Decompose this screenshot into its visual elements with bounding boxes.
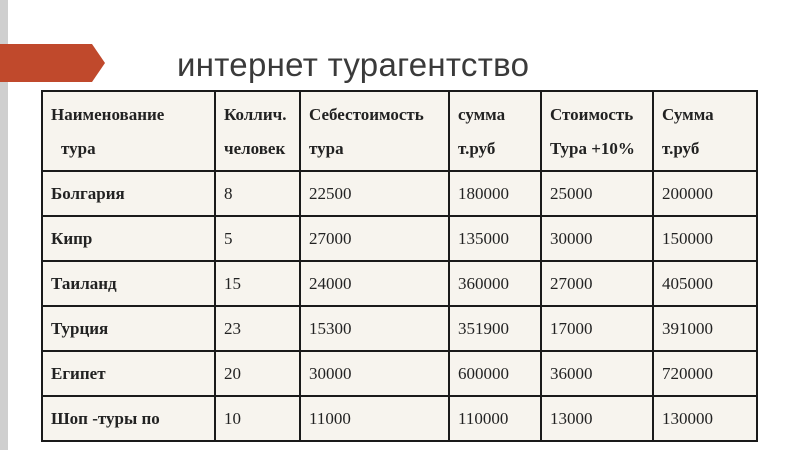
table-cell-tour: Кипр	[42, 216, 215, 261]
table-cell: 5	[215, 216, 300, 261]
table-row	[42, 171, 757, 216]
table-cell-tour: Таиланд	[42, 261, 215, 306]
table-cell: 135000	[449, 216, 541, 261]
table-cell: 17000	[541, 306, 653, 351]
table-cell: 720000	[653, 351, 757, 396]
header-line: т.руб	[662, 139, 700, 158]
table-cell: 36000	[541, 351, 653, 396]
slide-title: интернет турагентство	[177, 46, 530, 83]
table-cell: 360000	[449, 261, 541, 306]
table-cell-tour: Турция	[42, 306, 215, 351]
header-tour-name	[42, 91, 215, 171]
header-line: сумма	[458, 105, 506, 124]
header-line: Наименование	[51, 105, 165, 124]
table-cell: 10	[215, 396, 300, 441]
table-cell: 15	[215, 261, 300, 306]
table-cell: 22500	[300, 171, 449, 216]
header-line: тура	[61, 139, 96, 158]
table-cell: 405000	[653, 261, 757, 306]
header-line: Тура +10%	[550, 139, 635, 158]
table-cell: 30000	[541, 216, 653, 261]
table-cell: 110000	[449, 396, 541, 441]
title-accent-band	[0, 44, 92, 82]
header-tour-price	[541, 91, 653, 171]
table-cell: 8	[215, 171, 300, 216]
table-row	[42, 216, 757, 261]
title-accent-arrow	[92, 44, 105, 82]
table-cell: 25000	[541, 171, 653, 216]
table-cell: 180000	[449, 171, 541, 216]
table-row	[42, 351, 757, 396]
table-row	[42, 306, 757, 351]
header-line: Сумма	[662, 105, 714, 124]
tours-table	[41, 90, 758, 442]
table-cell-tour: Шоп -туры по	[42, 396, 215, 441]
header-line: человек	[224, 139, 286, 158]
table-cell-tour: Болгария	[42, 171, 215, 216]
header-tour-cost	[300, 91, 449, 171]
table-cell: 351900	[449, 306, 541, 351]
table-cell: 391000	[653, 306, 757, 351]
table-cell: 130000	[653, 396, 757, 441]
table-row	[42, 261, 757, 306]
table-cell: 200000	[653, 171, 757, 216]
table-cell-tour: Египет	[42, 351, 215, 396]
table-cell: 11000	[300, 396, 449, 441]
table-cell: 24000	[300, 261, 449, 306]
table-cell: 30000	[300, 351, 449, 396]
table-cell: 27000	[541, 261, 653, 306]
header-line: т.руб	[458, 139, 496, 158]
table-cell: 20	[215, 351, 300, 396]
header-line: Коллич.	[224, 105, 287, 124]
table-cell: 13000	[541, 396, 653, 441]
table-cell: 27000	[300, 216, 449, 261]
table-header-row	[42, 91, 757, 171]
table-cell: 23	[215, 306, 300, 351]
header-people-count	[215, 91, 300, 171]
table-cell: 15300	[300, 306, 449, 351]
header-line: Стоимость	[550, 105, 634, 124]
header-cost-sum	[449, 91, 541, 171]
header-price-sum	[653, 91, 757, 171]
tours-table-container	[41, 90, 756, 441]
header-line: Себестоимость	[309, 105, 424, 124]
header-line: тура	[309, 139, 344, 158]
title-row	[0, 44, 800, 84]
table-cell: 600000	[449, 351, 541, 396]
table-cell: 150000	[653, 216, 757, 261]
table-row	[42, 396, 757, 441]
